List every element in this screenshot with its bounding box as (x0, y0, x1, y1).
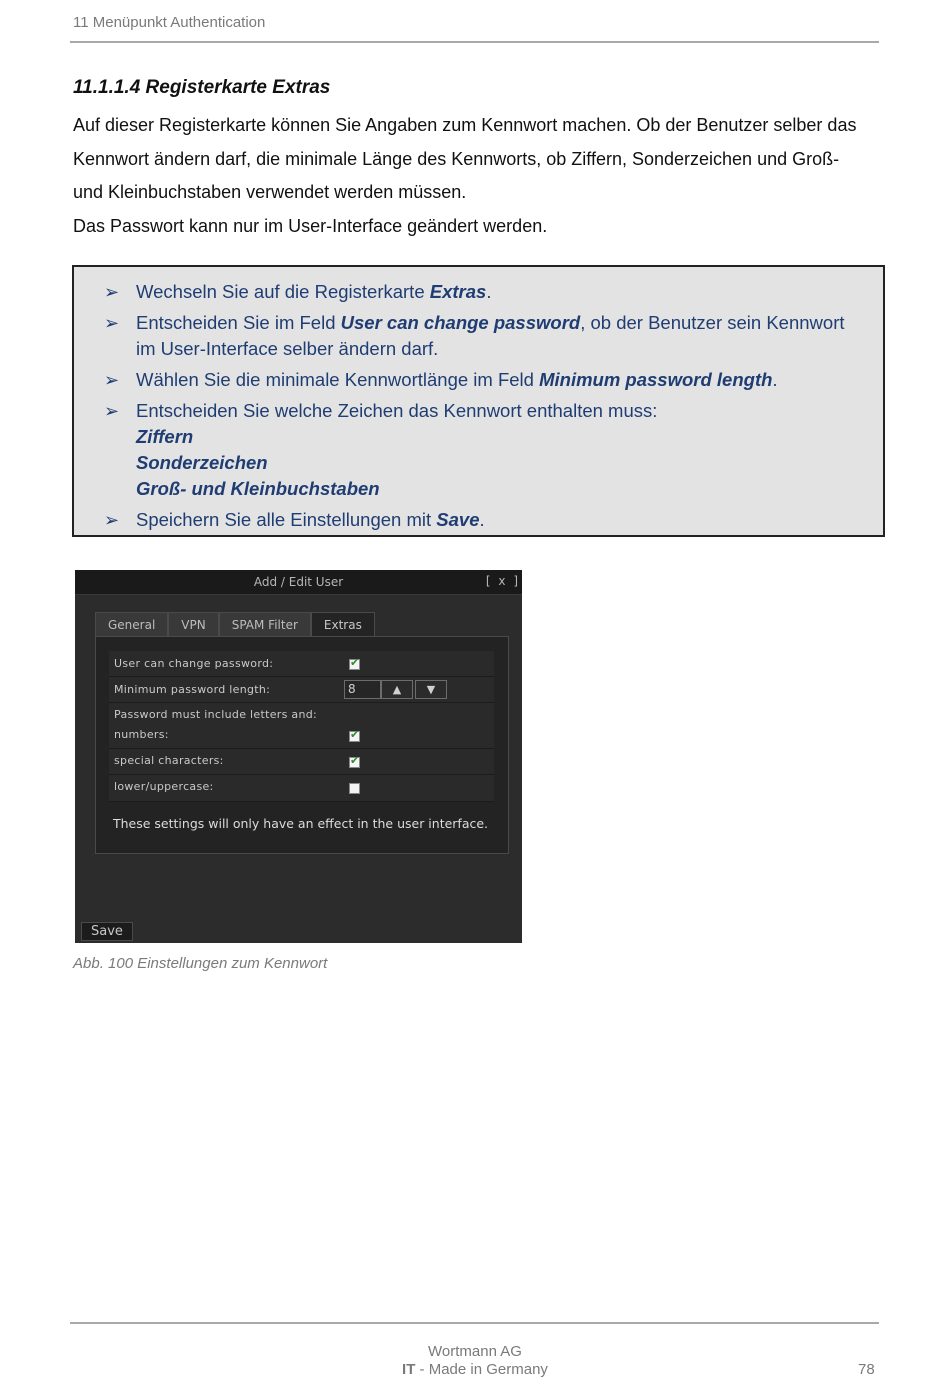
footer-rule (70, 1322, 879, 1324)
instruction-step (74, 310, 883, 362)
tab-extras[interactable]: Extras (311, 612, 375, 636)
section-title: 11.1.1.4 Registerkarte Extras (73, 77, 331, 98)
footer-tagline (0, 1361, 950, 1378)
arrow-up-icon[interactable]: ▲ (381, 680, 413, 699)
instruction-box (72, 265, 885, 537)
dialog-title: Add / Edit User (253, 575, 344, 589)
tab-spam-filter[interactable]: SPAM Filter (219, 612, 311, 636)
arrow-down-icon[interactable]: ▼ (415, 680, 447, 699)
step-text: , ob der Benutzer sein Kennwort im User-Interface selber ändern darf. (136, 312, 845, 359)
special-characters-checkbox[interactable] (349, 754, 360, 768)
step-text: . (772, 369, 778, 390)
instruction-step (74, 279, 883, 305)
footer-tagline-bold: IT (402, 1361, 416, 1378)
checkmark-icon: ✔ (350, 656, 360, 669)
checkmark-icon: ✔ (350, 754, 360, 767)
step-text: Wechseln Sie auf die Registerkarte (136, 281, 430, 302)
numbers-checkbox[interactable] (349, 728, 360, 742)
extras-panel (95, 636, 509, 854)
numbers-label: numbers: (114, 728, 169, 741)
user-can-change-label: User can change password: (114, 657, 274, 670)
special-characters-label: special characters: (114, 754, 224, 767)
step-text: Speichern Sie alle Einstellungen mit (136, 509, 437, 530)
lower-upper-case-checkbox[interactable] (349, 783, 360, 794)
instruction-step (74, 367, 883, 393)
page-number: 78 (858, 1361, 875, 1378)
tab-vpn[interactable]: VPN (168, 612, 218, 636)
checkmark-icon: ✔ (350, 728, 360, 741)
form-row-numbers (109, 703, 494, 749)
form-row-case (109, 775, 494, 802)
form-row-min-length (109, 677, 494, 703)
step-subitem: Groß- und Kleinbuchstaben (136, 478, 380, 499)
dialog-titlebar (75, 570, 522, 595)
header-rule (70, 41, 879, 43)
step-text: . (486, 281, 492, 302)
settings-note: These settings will only have an effect in the user interface. (113, 816, 489, 831)
footer-company: Wortmann AG (428, 1343, 522, 1360)
instruction-step (74, 398, 883, 502)
dialog-tabs (95, 612, 375, 636)
form-row-user-can-change (109, 651, 494, 677)
dialog-screenshot (75, 570, 522, 943)
step-keyword: Minimum password length (539, 369, 773, 390)
arrow-bullet-icon: ➢ (104, 370, 120, 390)
save-button[interactable]: Save (81, 922, 133, 941)
min-length-input[interactable]: 8 (344, 680, 381, 699)
intro-text (73, 109, 873, 243)
form-row-special (109, 749, 494, 775)
lower-upper-case-label: lower/uppercase: (114, 780, 214, 793)
arrow-bullet-icon: ➢ (104, 313, 120, 333)
arrow-bullet-icon: ➢ (104, 401, 120, 421)
close-icon[interactable]: [ x ] (485, 574, 520, 588)
footer-tagline-rest: - Made in Germany (415, 1361, 548, 1378)
must-include-label: Password must include letters and: (114, 708, 318, 721)
step-subitem: Ziffern (136, 426, 194, 447)
instruction-step (74, 507, 883, 533)
step-keyword: User can change password (340, 312, 581, 333)
figure-caption: Abb. 100 Einstellungen zum Kennwort (73, 955, 328, 972)
step-text: Entscheiden Sie welche Zeichen das Kennwort enthalten muss: (136, 400, 658, 421)
user-can-change-checkbox[interactable] (349, 656, 360, 670)
intro-paragraph: Auf dieser Registerkarte können Sie Angaben zum Kennwort machen. Ob der Benutzer selber das Kennwort ändern darf, die minimale Länge des Kennworts, ob Ziffern, Sonderzeichen und Groß- und Kleinbuchstaben verwendet werden müssen. (73, 115, 857, 202)
instruction-list (74, 279, 883, 538)
step-text: Entscheiden Sie im Feld (136, 312, 341, 333)
step-subitem: Sonderzeichen (136, 452, 268, 473)
step-text: . (479, 509, 485, 530)
step-keyword: Save (436, 509, 480, 530)
arrow-bullet-icon: ➢ (104, 510, 120, 530)
step-keyword: Extras (429, 281, 487, 302)
min-length-label: Minimum password length: (114, 683, 271, 696)
arrow-bullet-icon: ➢ (104, 282, 120, 302)
running-header: 11 Menüpunkt Authentication (73, 14, 266, 31)
step-text: Wählen Sie die minimale Kennwortlänge im Feld (136, 369, 540, 390)
tab-general[interactable]: General (95, 612, 168, 636)
intro-paragraph: Das Passwort kann nur im User-Interface geändert werden. (73, 215, 548, 236)
